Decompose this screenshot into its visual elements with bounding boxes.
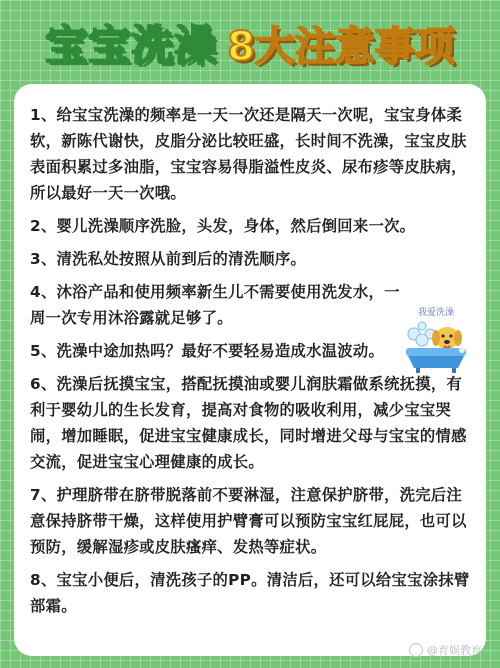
- bath-illustration: [402, 304, 470, 376]
- title-main: 宝宝洗澡: [45, 21, 218, 70]
- watermark: [409, 642, 482, 658]
- tip-paragraph-5: 5、洗澡中途加热吗？最好不要轻易造成水温波动。: [30, 342, 385, 360]
- watermark-logo-icon: [409, 643, 423, 657]
- page-title: [0, 18, 500, 83]
- title-accent: 8大注意事项: [227, 24, 455, 70]
- tip-paragraph-2: 2、婴儿洗澡顺序洗脸，头发，身体，然后倒回来一次。: [30, 217, 416, 235]
- illustration-caption: 我爱洗澡: [417, 308, 455, 318]
- tip-paragraph-1: 1、给宝宝洗澡的频率是一天一次还是隔天一次呢，宝宝身体柔软，新陈代谢快，皮脂分泌比较旺盛，长时间不洗澡，宝宝皮肤表面积累过多油脂，宝宝容易得脂溢性皮炎、尿布疹等皮肤病，所以最好一天一次哦。: [30, 106, 467, 202]
- bathtub-dog-icon: [402, 304, 470, 376]
- tip-paragraph-6: 6、洗澡后抚摸宝宝，搭配抚摸油或婴儿润肤霜做系统抚摸，有利于婴幼儿的生长发育，提高对食物的吸收利用，减少宝宝哭闹，增加睡眠，促进宝宝健康成长，同时增进父母与宝宝的情感交流，促进宝宝心理健康的成长。: [30, 375, 467, 471]
- tip-paragraph-4: 4、沐浴产品和使用频率新生儿不需要使用洗发水，一周一次专用沐浴露就足够了。: [30, 283, 400, 327]
- tip-paragraph-7: 7、护理脐带在脐带脱落前不要淋湿，注意保护脐带，洗完后注意保持脐带干燥，这样使用护臂膏可以预防宝宝红屁屁，也可以预防，缓解湿疹或皮肤瘙痒、发热等症状。: [30, 486, 467, 556]
- tip-paragraph-3: 3、清洗私处按照从前到后的清洗顺序。: [30, 250, 307, 268]
- tip-paragraph-8: 8、宝宝小便后，清洗孩子的PP。清洁后，还可以给宝宝涂抹臂部霜。: [30, 571, 470, 615]
- watermark-text: @育娱教育: [427, 644, 482, 657]
